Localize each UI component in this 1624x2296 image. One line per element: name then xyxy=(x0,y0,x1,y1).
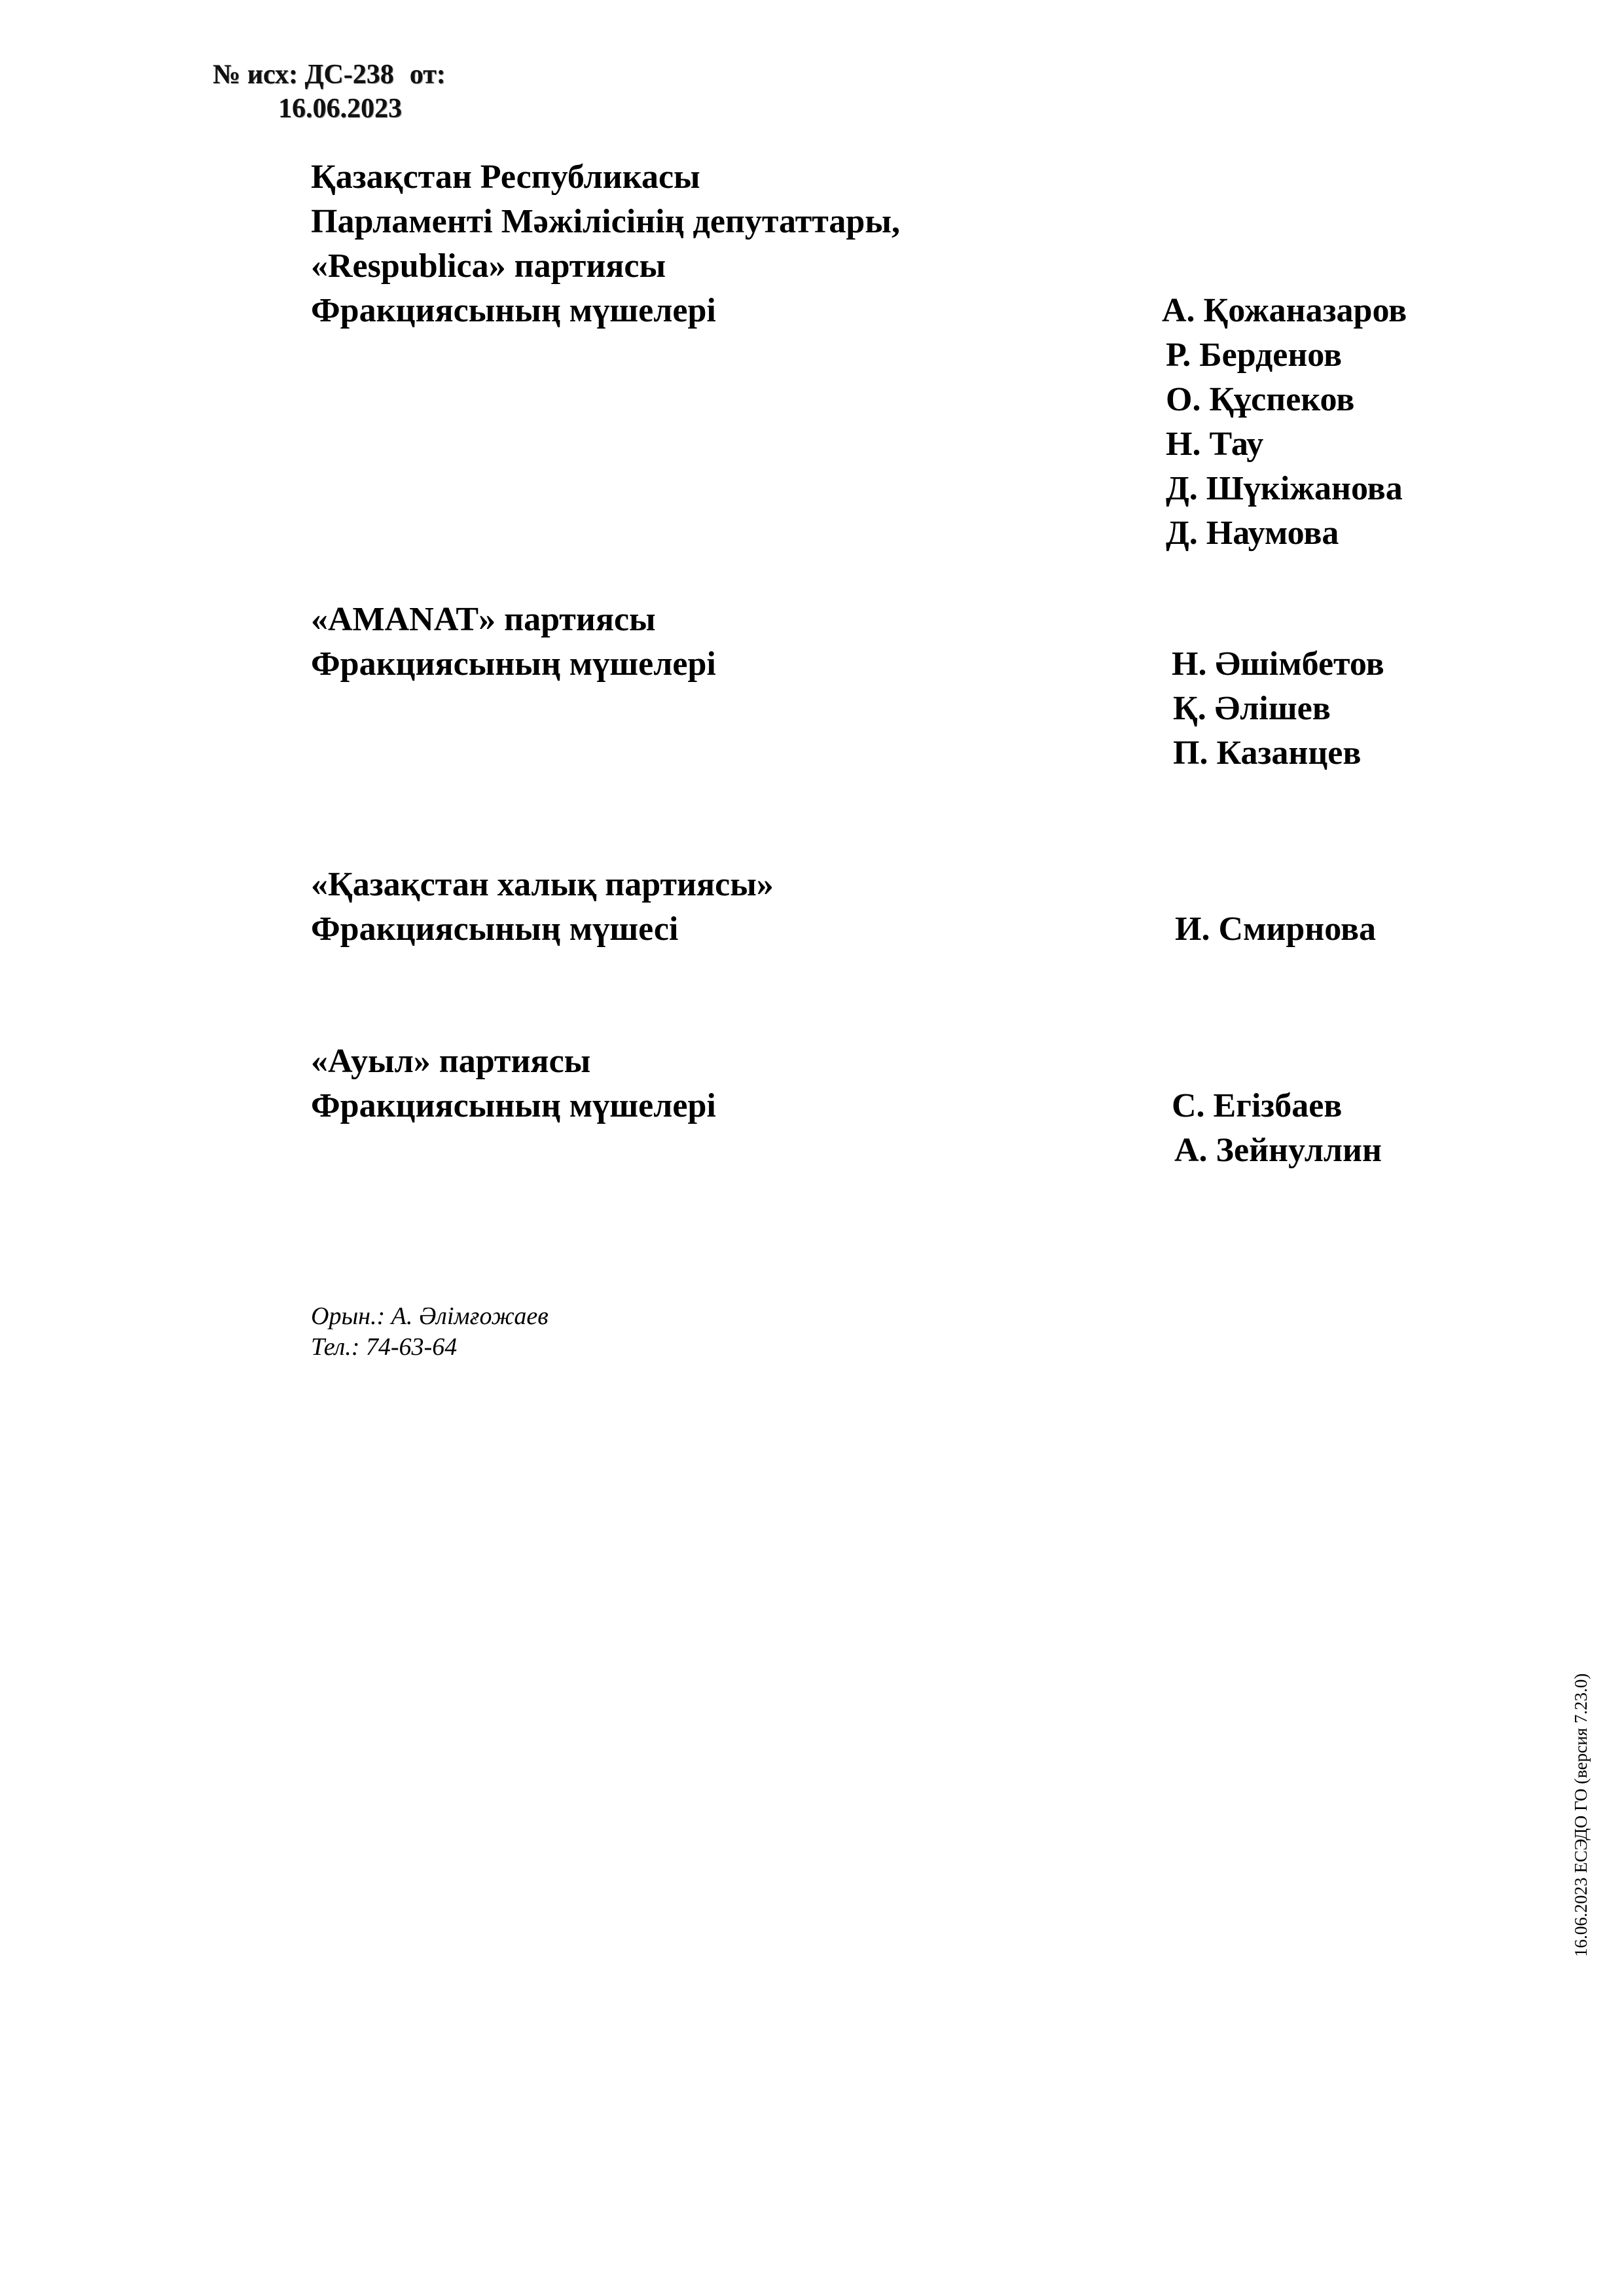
member-name: И. Смирнова xyxy=(1175,910,1377,948)
outgoing-number: № исх: ДС-238 xyxy=(213,60,394,90)
system-version-stamp: 16.06.2023 ЕСЭДО ГО (версия 7.23.0) xyxy=(1571,1673,1591,1957)
member-name: С. Егізбаев xyxy=(1172,1087,1343,1124)
member-name: П. Казанцев xyxy=(1173,734,1362,772)
addressee-group xyxy=(311,1039,716,1128)
addressee-names xyxy=(1162,289,1407,556)
member-name: Д. Шүкіжанова xyxy=(1166,470,1403,507)
member-name: А. Зейнуллин xyxy=(1174,1132,1382,1169)
group-line: Парламенті Мәжілісінің депутаттары, xyxy=(311,203,900,240)
outgoing-from-label: от: xyxy=(409,60,446,90)
addressee-group xyxy=(311,598,716,687)
member-name: О. Құспеков xyxy=(1166,381,1355,418)
member-name: А. Қожаназаров xyxy=(1162,292,1407,329)
group-line: Фракциясының мүшесі xyxy=(311,910,679,948)
group-line: Фракциясының мүшелері xyxy=(311,292,716,329)
member-name: Қ. Әлішев xyxy=(1173,690,1331,727)
member-name: Д. Наумова xyxy=(1166,514,1339,552)
addressee-group xyxy=(311,155,900,333)
outgoing-number-stamp xyxy=(213,58,446,126)
member-name: Р. Берденов xyxy=(1166,336,1343,374)
executor-name: Орын.: А. Әлімғожаев xyxy=(311,1302,549,1330)
addressee-names xyxy=(1175,907,1376,952)
executor-info xyxy=(311,1301,549,1363)
group-line: «AMANAT» партиясы xyxy=(311,601,656,638)
group-line: Фракциясының мүшелері xyxy=(311,1087,716,1124)
addressee-names xyxy=(1172,1084,1382,1173)
group-line: «Respublica» партиясы xyxy=(311,247,666,285)
group-line: Қазақстан Республикасы xyxy=(311,158,700,196)
group-line: «Ауыл» партиясы xyxy=(311,1043,591,1080)
outgoing-date: 16.06.2023 xyxy=(278,94,402,124)
group-line: Фракциясының мүшелері xyxy=(311,645,716,683)
addressee-group xyxy=(311,863,774,952)
executor-phone: Тел.: 74-63-64 xyxy=(311,1333,458,1361)
group-line: «Қазақстан халық партиясы» xyxy=(311,866,774,903)
member-name: Н. Тау xyxy=(1166,425,1264,463)
member-name: Н. Әшімбетов xyxy=(1172,645,1384,683)
addressee-names xyxy=(1172,642,1384,776)
